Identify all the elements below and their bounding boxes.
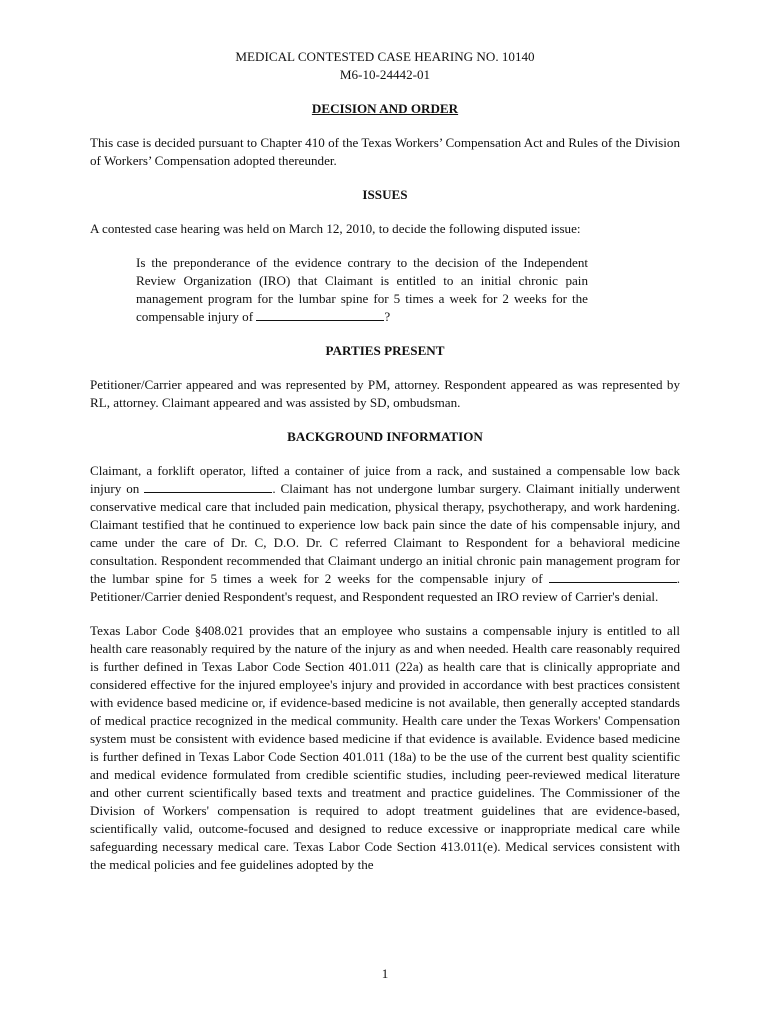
decision-heading: DECISION AND ORDER <box>311 101 459 116</box>
parties-present-paragraph: Petitioner/Carrier appeared and was represented by PM, attorney. Respondent appeared as was represented by RL, attorney. Claimant appeared and was assisted by SD, ombudsman. <box>90 377 680 410</box>
redacted-injury-date-blank <box>144 480 272 493</box>
background-paragraph-1-part-3: . Petitioner/Carrier denied Respondent's request, and Respondent requested an IRO review of Carrier's denial. <box>90 571 681 604</box>
case-number: M6-10-24442-01 <box>339 67 431 82</box>
page-number: 1 <box>381 966 389 981</box>
background-paragraph-1 <box>90 462 680 606</box>
disputed-issue-question-text: Is the preponderance of the evidence contrary to the decision of the Independent Review Organization (IRO) that Claimant is entitled to an initial chronic pain management program for the lumbar spine for 5 times a week for 2 weeks for the compensable injury of <box>136 255 588 324</box>
issues-heading: ISSUES <box>362 187 408 202</box>
issues-lead-paragraph: A contested case hearing was held on March 12, 2010, to decide the following disputed issue: <box>90 221 581 236</box>
background-information-heading: BACKGROUND INFORMATION <box>287 429 483 444</box>
background-paragraph-2: Texas Labor Code §408.021 provides that an employee who sustains a compensable injury is entitled to all health care reasonably required by the nature of the injury as and when needed. Health care reasonably required is further defined in Texas Labor Code Section 401.011 (22a) as health care that is clinically appropriate and considered effective for the injured employee's injury and provided in accordance with best practices consistent with evidence based medicine or, if evidence-based medicine is not available, then generally accepted standards of medical practice recognized in the medical community. Health care under the Texas Workers' Compensation system must be consistent with evidence based medicine if that evidence is available. Evidence based medicine is further defined in Texas Labor Code Section 401.011 (18a) to be the use of the current best quality scientific and medical evidence formulated from credible scientific studies, including peer-reviewed medical literature and other current scientifically based texts and treatment and practice guidelines. The Commissioner of the Division of Workers' compensation is required to adopt treatment guidelines that are evidence-based, scientifically valid, outcome-focused and designed to reduce excessive or inappropriate medical care while safeguarding necessary medical care. Texas Labor Code Section 413.011(e). Medical services consistent with the medical policies and fee guidelines adopted by the <box>90 623 680 872</box>
parties-present-heading: PARTIES PRESENT <box>325 343 445 358</box>
disputed-issue-question <box>136 254 588 326</box>
case-title: MEDICAL CONTESTED CASE HEARING NO. 10140 <box>235 49 535 64</box>
document-content <box>90 48 680 890</box>
intro-paragraph: This case is decided pursuant to Chapter 410 of the Texas Workers’ Compensation Act and Rules of the Division of Workers’ Compensation adopted thereunder. <box>90 135 680 168</box>
disputed-issue-question-mark: ? <box>384 309 391 324</box>
redacted-date-blank <box>256 308 384 321</box>
background-paragraph-1-part-1: Claimant, a forklift operator, lifted a container of juice from a rack, and sustained a compensable low back injury on <box>90 463 680 496</box>
redacted-compensable-injury-blank <box>549 570 677 583</box>
background-paragraph-1-part-2: . Claimant has not undergone lumbar surgery. Claimant initially underwent conservative medical care that included pain medication, physical therapy, psychotherapy, and work hardening. Claimant testified that he continued to experience low back pain since the date of his compensable injury, and came under the care of Dr. C, D.O. Dr. C referred Claimant to Respondent for a behavioral medicine consultation. Respondent recommended that Claimant undergo an initial chronic pain management program for the lumbar spine for 5 times a week for 2 weeks for the compensable injury of <box>90 481 680 586</box>
